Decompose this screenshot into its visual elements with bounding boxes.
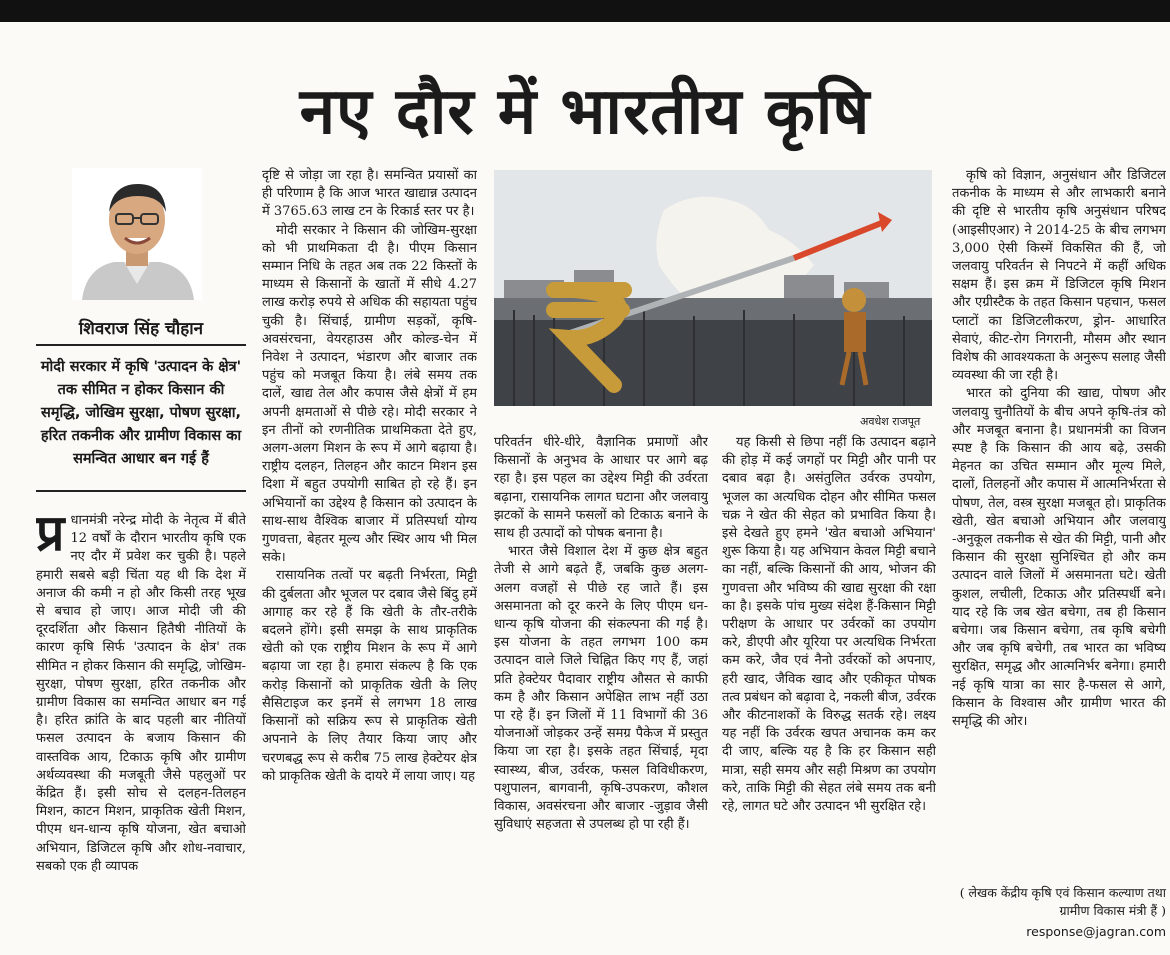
response-email: response@jagran.com xyxy=(1026,924,1166,939)
article-paragraph: परिवर्तन धीरे-धीरे, वैज्ञानिक प्रमाणों और किसानों के अनुभव के आधार पर आगे बढ़ रहा है। इस पहल का उद्देश्य मिट्टी की उर्वरता बढ़ाना, रासायनिक लागत घटाना और जलवायु झटकों के सामने फसलों को टिकाऊ बनाने के साथ ही उत्पादों को पोषक बनाना है। xyxy=(494,435,708,542)
paragraph-text: धानमंत्री नरेन्द्र मोदी के नेतृत्व में बीते 12 वर्षों के दौरान भारतीय कृषि एक नए दौर में प्रवेश कर चुकी है। पहले हमारी सबसे बड़ी चिंता यह थी कि देश में अनाज की कमी न हो और किसी तरह भूख से बचाव हो जाए। आज मोदी जी की दूरदर्शिता और किसान हितैषी नीतियों के कारण कृषि सिर्फ 'उत्पादन के क्षेत्र' तक सीमित न होकर किसान की समृद्धि, जोखिम-सुरक्षा, पोषण सुरक्षा, हरित तकनीक और ग्रामीण विकास का समन्वित आधार बन गई है। हरित क्रांति के बाद पहली बार नीतियों फसल उत्पादन के बजाय किसान की वास्तविक आय, टिकाऊ कृषि और ग्रामीण अर्थव्यवस्था की मजबूती जैसे पहलुओं पर केंद्रित हैं। इसी सोच से दलहन-तिलहन मिशन, काटन मिशन, प्राकृतिक खेती मिशन, पीएम धन-धान्य कृषि योजना, खेत बचाओ अभियान, डिजिटल कृषि और शोध-नवाचार, सबको एक ही व्यापक xyxy=(36,513,246,874)
article-column-1 xyxy=(36,512,246,952)
article-column-4 xyxy=(722,434,936,952)
article-column-2 xyxy=(262,167,477,952)
drop-cap: प्र xyxy=(36,512,65,562)
image-credit: अवधेश राजपूत xyxy=(860,415,921,428)
article-headline: नए दौर में भारतीय कृषि xyxy=(299,75,871,149)
article-summary: मोदी सरकार में कृषि 'उत्पादन के क्षेत्र' तक सीमित न होकर किसान की समृद्धि, जोखिम सुरक्षा, पोषण सुरक्षा, हरित तकनीक और ग्रामीण विकास का समन्वित आधार बन गई हैं xyxy=(40,359,242,467)
article-paragraph xyxy=(36,512,246,876)
article-column-3 xyxy=(494,434,708,952)
article-paragraph: रासायनिक तत्वों पर बढ़ती निर्भरता, मिट्टी की दुर्बलता और भूजल पर दबाव जैसे बिंदु हमें आगाह कर रहे हैं कि खेती के तौर-तरीके बदलने होंगे। इसी समझ के साथ प्राकृतिक खेती को एक राष्ट्रीय मिशन के रूप में आगे बढ़ाया जा रहा है। हमारा संकल्प है कि एक करोड़ किसानों को प्राकृतिक खेती के लिए सैसिटाइज कर इनमें से लगभग 18 लाख किसानों को सक्रिय रूप से प्राकृतिक खेती अपनाने के लिए तैयार किया जाए और चरणबद्ध रूप से करीब 75 लाख हेक्टेयर क्षेत्र को प्राकृतिक खेती के दायरे में लाया जाए। यह xyxy=(262,568,477,784)
article-paragraph: मोदी सरकार ने किसान की जोखिम-सुरक्षा को भी प्राथमिकता दी है। पीएम किसान सम्मान निधि के तहत अब तक 22 किस्तों के माध्यम से किसानों के खातों में सीधे 4.27 लाख करोड़ रुपये से अधिक की सहायता पहुंच चुकी है। सिंचाई, ग्रामीण सड़कों, कृषि-अवसंरचना, वेयरहाउस और कोल्ड-चेन में निवेश ने उत्पादन, भंडारण और बाजार तक पहुंच को मजबूत किया है। लंबे समय तक दालें, खाद्य तेल और कपास जैसे क्षेत्रों में हम अपनी क्षमताओं से पीछे रहे। मोदी सरकार ने इन तीनों को रणनीतिक प्राथमिकता देते हुए, अलग-अलग मिशन के रूप में आगे बढ़ाया है। राष्ट्रीय दलहन, तिलहन और काटन मिशन इस दिशा में बहुत उपयोगी साबित हो रहे हैं। इन अभियानों का उद्देश्य है किसान को उत्पादन के साथ-साथ वैश्विक बाजार में प्रतिस्पर्धा योग्य गुणवत्ता, बेहतर मूल्य और स्थिर आय भी मिल सके। xyxy=(262,222,477,566)
top-black-bar xyxy=(0,0,1170,22)
article-paragraph: कृषि को विज्ञान, अनुसंधान और डिजिटल तकनीक के माध्यम से और लाभकारी बनाने की दृष्टि से भारतीय कृषि अनुसंधान परिषद (आइसीएआर) ने 2014-25 के बीच लगभग 3,000 ऐसी किस्में विकसित की हैं, जो जलवायु परिवर्तन से निपटने में कहीं अधिक सक्षम हैं। इस क्रम में डिजिटल कृषि मिशन और एग्रीस्टैक के तहत किसान पहचान, फसल प्लाटों का डिजिटलीकरण, ड्रोन- आधारित सेवाएं, कीट-रोग निगरानी, मौसम और स्थान विशेष की आवश्यकता के अनुरूप सलाह जैसी व्यवस्था की जा रही है। xyxy=(952,168,1166,384)
author-photo xyxy=(72,168,202,300)
article-paragraph: भारत को दुनिया की खाद्य, पोषण और जलवायु चुनौतियों के बीच अपने कृषि-तंत्र को और मजबूत बनाना है। प्रधानमंत्री का विजन स्पष्ट है कि किसान की आय बढ़े, उसकी मेहनत का उचित सम्मान और मूल्य मिले, दालों, तिलहनों और कपास में आत्मनिर्भरता से पोषण, तेल, वस्त्र सुरक्षा मजबूत हो। प्राकृतिक खेती, खेत बचाओ अभियान और जलवायु -अनुकूल तकनीक से खेत की मिट्टी, पानी और किसान की सुरक्षा सुनिश्चित हो और कम उत्पादन वाले जिलों में असमानता घटे। खेती कुशल, लचीली, टिकाऊ और प्रतिस्पर्धी बने। याद रहे कि जब खेत बचेगा, तब ही किसान बचेगा। जब किसान बचेगा, तब कृषि बचेगी और जब कृषि बचेगी, तब भारत का भविष्य सुरक्षित, समृद्ध और आत्मनिर्भर बनेगा। हमारी नई कृषि यात्रा का सार है-फसल से आगे, किसान के विश्वास और ग्रामीण भारत की समृद्धि की ओर। xyxy=(952,386,1166,730)
article-paragraph: भारत जैसे विशाल देश में कुछ क्षेत्र बहुत तेजी से आगे बढ़ते हैं, जबकि कुछ अलग-अलग वजहों से पीछे रह जाते हैं। इस असमानता को दूर करने के लिए पीएम धन-धान्य कृषि योजना की संकल्पना की गई है। इस योजना के तहत लगभग 100 कम उत्पादन वाले जिले चिह्नित किए गए हैं, जहां प्रति हेक्टेयर पैदावार राष्ट्रीय औसत से काफी कम है और किसान अपेक्षित लाभ नहीं उठा पा रहे हैं। इन जिलों में 11 विभागों की 36 योजनाओं जोड़कर उन्हें समग्र पैकेज में प्रस्तुत किया जा रहा है। इसके तहत सिंचाई, मृदा स्वास्थ्य, बीज, उर्वरक, फसल विविधीकरण, पशुपालन, बागवानी, कृषि-उपकरण, कौशल विकास, अवसंरचना और बाजार -जुड़ाव जैसी सुविधाएं सहजता से उपलब्ध हो पा रही हैं। xyxy=(494,544,708,833)
article-column-5 xyxy=(952,167,1166,882)
author-footnote: ( लेखक केंद्रीय कृषि एवं किसान कल्याण तथा ग्रामीण विकास मंत्री हैं ) xyxy=(959,885,1166,918)
article-illustration xyxy=(494,170,932,406)
divider-bottom xyxy=(36,490,246,492)
divider-top xyxy=(36,344,246,346)
article-paragraph: दृष्टि से जोड़ा जा रहा है। समन्वित प्रयासों का ही परिणाम है कि आज भारत खाद्यान्न उत्पादन में 3765.63 लाख टन के रिकार्ड स्तर पर है। xyxy=(262,168,477,220)
author-name: शिवराज सिंह चौहान xyxy=(78,319,204,339)
article-paragraph: यह किसी से छिपा नहीं कि उत्पादन बढ़ाने की होड़ में कई जगहों पर मिट्टी और पानी पर दबाव बढ़ा है। असंतुलित उर्वरक उपयोग, भूजल का अत्यधिक दोहन और सीमित फसल चक्र ने खेत की सेहत को प्रभावित किया है। इसे देखते हुए हमने 'खेत बचाओ अभियान' शुरू किया है। यह अभियान केवल मिट्टी बचाने का नहीं, बल्कि किसानों की आय, भोजन की गुणवत्ता और भविष्य की खाद्य सुरक्षा की रक्षा का है। इसके पांच मुख्य संदेश हैं-किसान मिट्टी परीक्षण के आधार पर उर्वरकों का उपयोग करे, डीएपी और यूरिया पर अत्यधिक निर्भरता कम करे, जैव एवं नैनो उर्वरकों को अपनाए, हरी खाद, जैविक खाद और एकीकृत पोषक तत्व प्रबंधन को बढ़ावा दे, नकली बीज, उर्वरक और कीटनाशकों के विरुद्ध सतर्क रहे। लक्ष्य यह नहीं कि उर्वरक खपत अचानक कम कर दी जाए, बल्कि यह है कि हर किसान सही मात्रा, सही समय और सही मिश्रण का उपयोग करे, ताकि मिट्टी की सेहत लंबे समय तक बनी रहे, लागत घटे और उत्पादन भी सुरक्षित रहे। xyxy=(722,435,936,815)
